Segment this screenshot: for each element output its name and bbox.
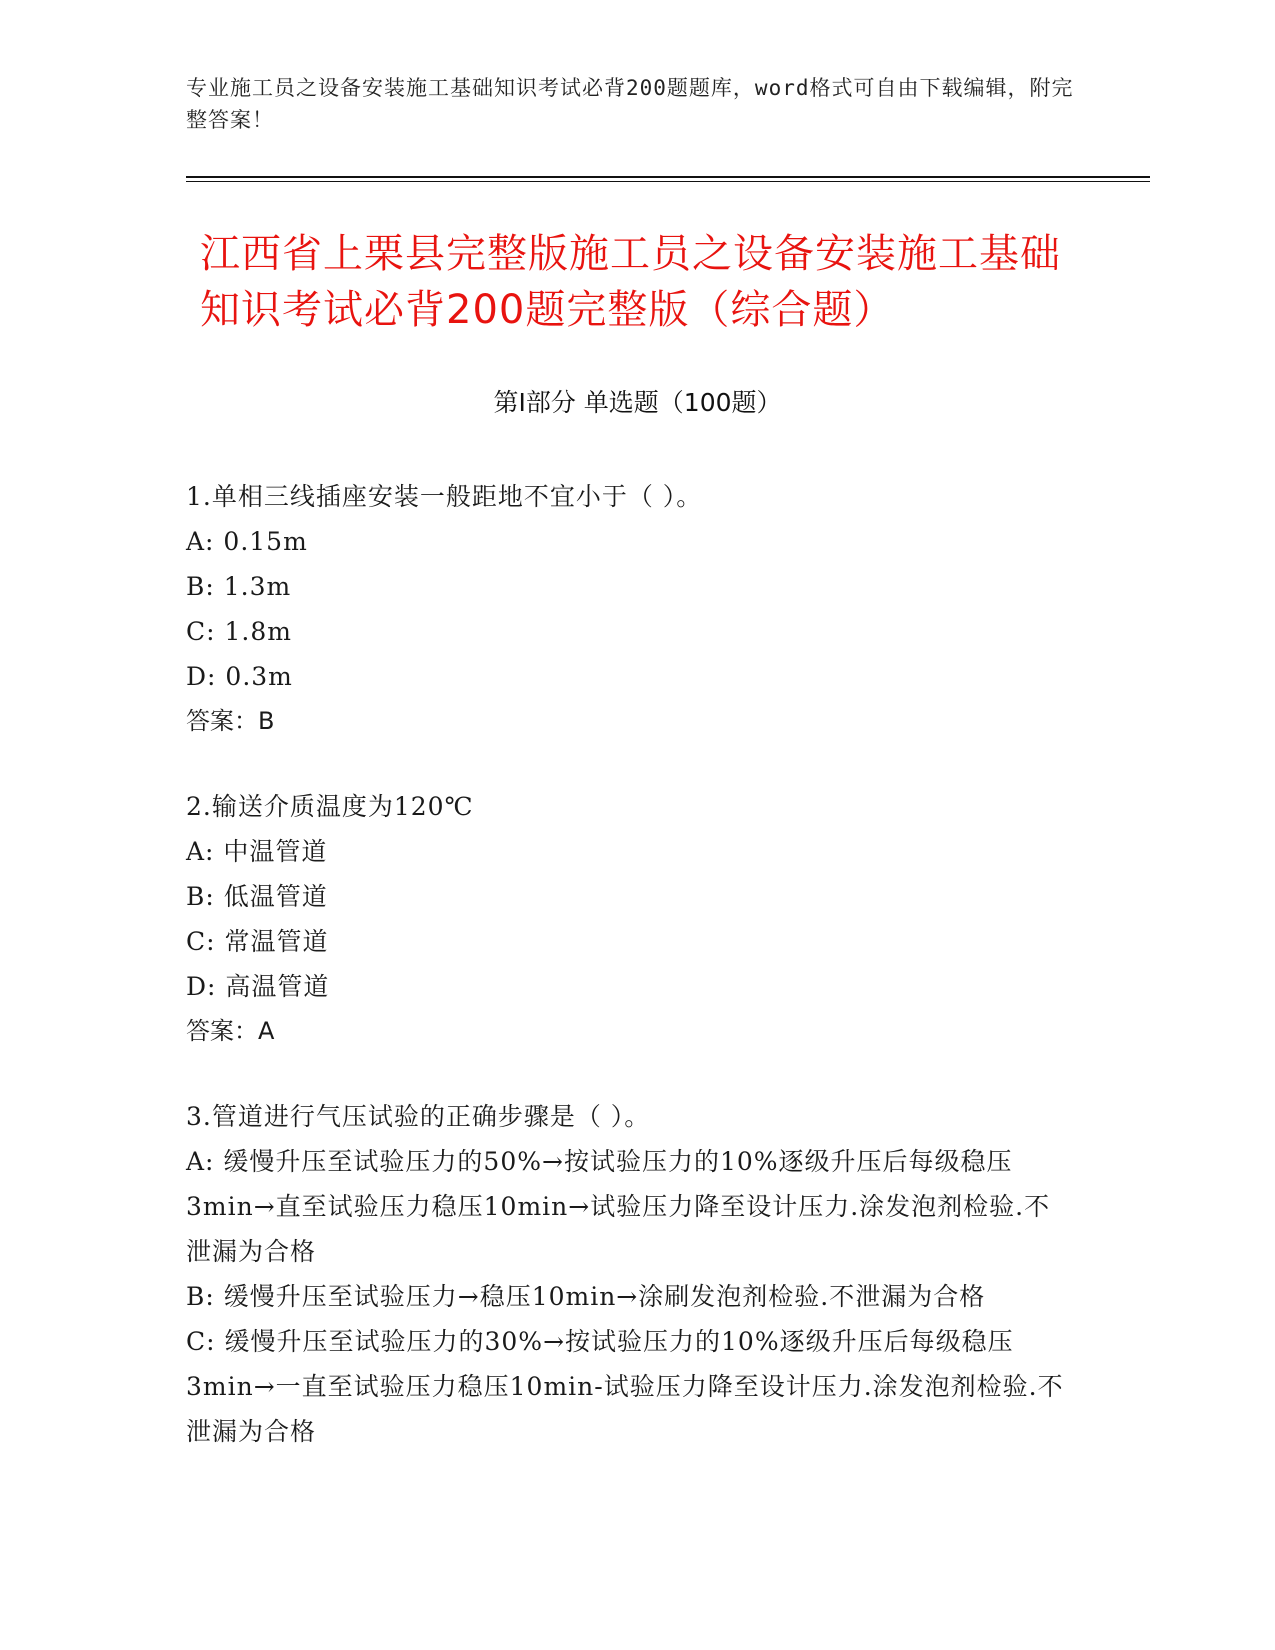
header-rule-thick [186,176,1150,178]
option-c: C: 常温管道 [186,927,329,956]
option-d: D: 高温管道 [186,972,330,1001]
answer: 答案：A [186,1017,275,1045]
document-title: 江西省上栗县完整版施工员之设备安装施工基础知识考试必背200题完整版（综合题） [200,231,1061,333]
option-c: C: 1.8m [186,617,292,646]
question-3 [186,1094,1076,1454]
question-1 [186,474,1076,744]
option-b: B: 低温管道 [186,882,328,911]
question-list [186,474,1076,1494]
question-stem: 1.单相三线插座安装一般距地不宜小于（ ）。 [186,482,703,511]
option-a: A: 缓慢升压至试验压力的50%→按试验压力的10%逐级升压后每级稳压3min→直至试验压力稳压10min→试验压力降至设计压力.涂发泡剂检验.不泄漏为合格 [186,1147,1051,1266]
section-title: 第I部分 单选题（100题） [493,388,782,417]
option-c: C: 缓慢升压至试验压力的30%→按试验压力的10%逐级升压后每级稳压3min→一直至试验压力稳压10min-试验压力降至设计压力.涂发泡剂检验.不泄漏为合格 [186,1327,1064,1446]
option-d: D: 0.3m [186,662,293,691]
question-2 [186,784,1076,1054]
option-b: B: 缓慢升压至试验压力→稳压10min→涂刷发泡剂检验.不泄漏为合格 [186,1282,986,1311]
question-stem: 2.输送介质温度为120℃ [186,792,474,821]
option-a: A: 中温管道 [186,837,328,866]
option-a: A: 0.15m [186,527,308,556]
option-b: B: 1.3m [186,572,292,601]
header-note: 专业施工员之设备安装施工基础知识考试必背200题题库，word格式可自由下载编辑，附完整答案！ [186,76,1074,132]
question-stem: 3.管道进行气压试验的正确步骤是（ ）。 [186,1102,651,1131]
answer: 答案：B [186,707,275,735]
header-rule-thin [186,181,1150,182]
